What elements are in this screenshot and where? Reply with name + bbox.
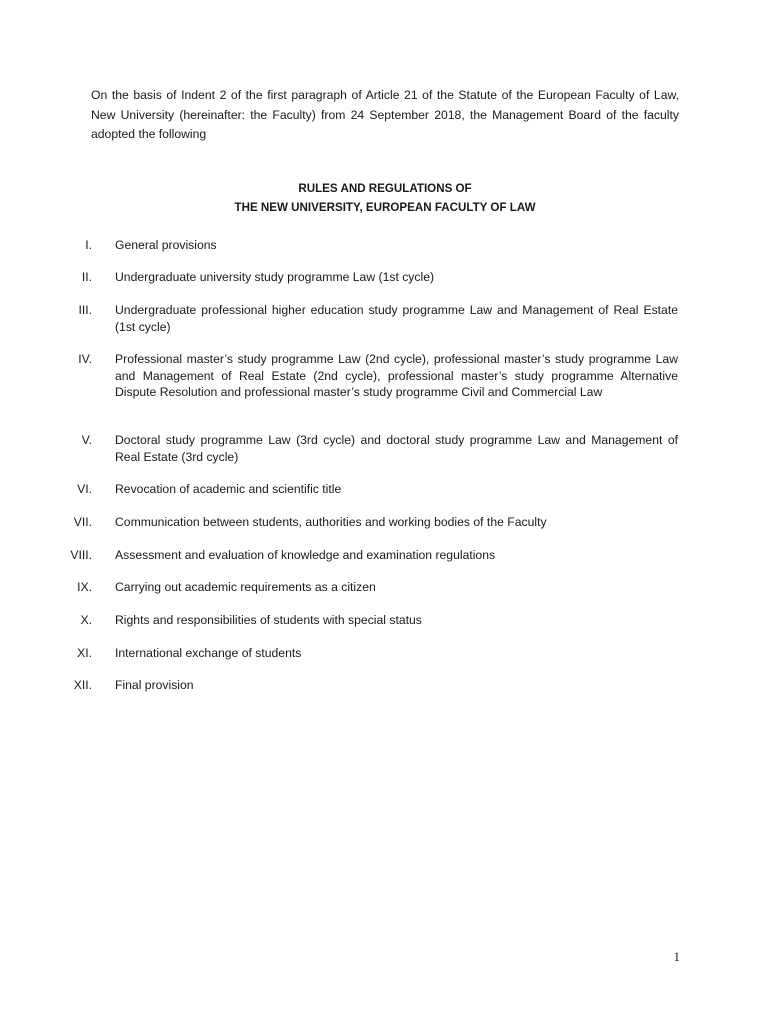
toc-item-title: Carrying out academic requirements as a citizen bbox=[115, 580, 376, 594]
toc-item-number: V. bbox=[81, 433, 92, 447]
page-number: 1 bbox=[673, 949, 680, 964]
toc-item-number: II. bbox=[81, 270, 92, 284]
toc-item-title: Revocation of academic and scientific title bbox=[115, 482, 342, 496]
toc-item-title: Professional master’s study programme Law (2nd cycle), professional master’s study programme Law and Management of Real Estate (2nd cycle), professional master’s study programme Alternative Dispute Resolution and professional master’s study programme Civil and Commercial Law bbox=[115, 352, 678, 399]
intro-paragraph: On the basis of Indent 2 of the first paragraph of Article 21 of the Statute of the European Faculty of Law, New University (hereinafter: the Faculty) from 24 September 2018, the Management Board of the faculty adopted the following bbox=[91, 88, 679, 141]
toc-item-number: VII. bbox=[73, 515, 92, 529]
toc-item-number: X. bbox=[80, 613, 92, 627]
toc-item-title: Undergraduate university study programme Law (1st cycle) bbox=[115, 270, 435, 284]
toc-item-title: Doctoral study programme Law (3rd cycle) and doctoral study programme Law and Management of Real Estate (3rd cycle) bbox=[115, 433, 678, 464]
toc-item-title: Communication between students, authorities and working bodies of the Faculty bbox=[115, 515, 547, 529]
toc-item-number: VI. bbox=[77, 482, 92, 496]
toc-item-number: XII. bbox=[73, 678, 92, 692]
toc-item-title: Assessment and evaluation of knowledge and examination regulations bbox=[115, 548, 496, 562]
toc-item-number: I. bbox=[85, 238, 92, 252]
toc-item-number: XI. bbox=[77, 646, 92, 660]
toc-item-title: Undergraduate professional higher education study programme Law and Management of Real Estate (1st cycle) bbox=[115, 303, 678, 334]
toc-item-number: VIII. bbox=[70, 548, 92, 562]
toc-item-number: IX. bbox=[77, 580, 92, 594]
toc-item-title: International exchange of students bbox=[115, 646, 302, 660]
toc-item-title: Rights and responsibilities of students with special status bbox=[115, 613, 422, 627]
toc-item-number: III. bbox=[78, 303, 92, 317]
toc-item-title: Final provision bbox=[115, 678, 194, 692]
toc-item-number: IV. bbox=[78, 352, 92, 366]
document-title-line-1: RULES AND REGULATIONS OF bbox=[298, 182, 472, 195]
document-title-line-2: THE NEW UNIVERSITY, EUROPEAN FACULTY OF LAW bbox=[234, 201, 536, 214]
toc-item-title: General provisions bbox=[115, 238, 217, 252]
